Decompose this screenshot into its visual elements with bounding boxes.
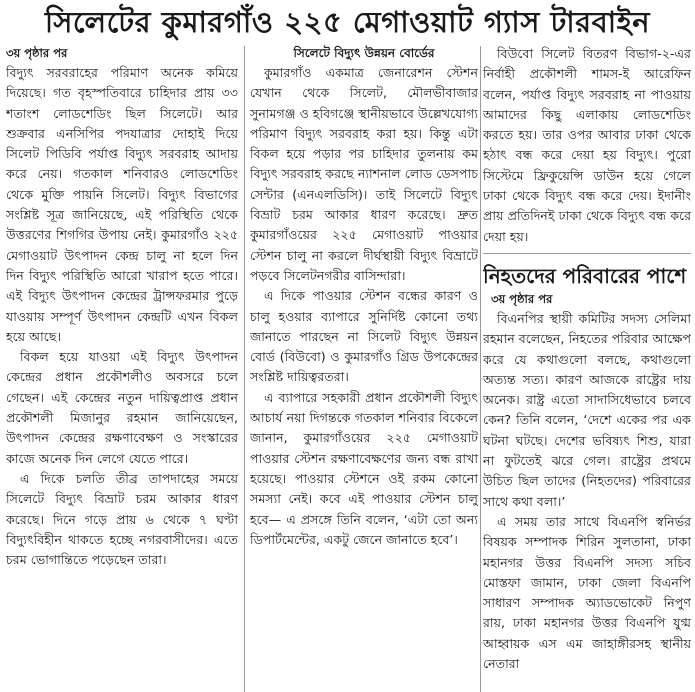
headline: সিলেটের কুমারগাঁও ২২৫ মেগাওয়াট গ্যাস টারবাইন [44,5,651,39]
continued-label: ৩য় পৃষ্ঠার পর [6,46,68,60]
paragraph: বিকল হয়ে যাওয়া এই বিদ্যুৎ উৎপাদন কেন্দ্রের প্রধান প্রকৌশলীও অবসরে চলে গেছেন। এই কেন্দ্রের নতুন দায়িত্বপ্রাপ্ত প্রধান প্রকৌশলী মিজানুর রহমান জানিয়েছেন, উৎপাদন কেন্দ্রের রক্ষণাবেক্ষণ ও সংস্কারের কাজে অনেক দিন লেগে যেতে পারে। [6,349,238,466]
article-column-3 [483,44,691,692]
paragraph: বিউবো সিলেট বিতরণ বিভাগ-২-এর নির্বাহী প্রকৌশলী শামস-ই আরেফিন বলেন, পর্যাপ্ত বিদ্যুৎ সরবরাহ না পাওয়ায় আমাদের কিছু এলাকায় লোডশেডিং করতে হয়। তার ওপর আবার ঢাকা থেকে হঠাৎ বন্ধ করে দেয়া হয় বিদ্যুৎ। পুরো সিস্টেমে ফ্রিকুয়েন্সি ডাউন হয়ে গেলে ঢাকা থেকে বিদ্যুৎ বন্ধ করে দেয়। ইদানীং প্রায় প্রতিদিনই ঢাকা থেকে বিদ্যুৎ বন্ধ করে দেয়া হয়। [483,46,691,244]
section-divider [483,253,691,254]
section-label: সিলেটে বিদ্যুৎ উন্নয়ন বোর্ডের [293,46,435,60]
column-divider [480,46,481,692]
article-column-1 [6,44,238,692]
paragraph: এ দিকে পাওয়ার স্টেশন বন্ধের কারণ ও চালু হওয়ার ব্যাপারে সুনির্দিষ্ট কোনো তথ্য জানাতে পারছেন না সিলেট বিদ্যুৎ উন্নয়ন বোর্ড (বিউবো) ও কুমারগাঁও গ্রিড উপকেন্দ্রের সংশ্লিষ্ট দায়িত্বরতরা। [250,288,478,385]
column-divider [244,46,245,692]
paragraph: এ ব্যাপারে সহকারী প্রধান প্রকৌশলী বিদ্যুৎ আচার্য নয়া দিগন্তকে গতকাল শনিবার বিকেলে জানান, কুমারগাঁওয়ের ২২৫ মেগাওয়াট পাওয়ার স্টেশন রক্ষণাবেক্ষণের জন্য বন্ধ রাখা হয়েছে। পাওয়ার স্টেশনে ওই রকম কোনো সমস্যা নেই। কবে এই পাওয়ার স্টেশন চালু হবে— এ প্রসঙ্গে তিনি বলেন, ‘এটা তো অন্য ডিপার্টমেন্টের, একটু জেনে জানাতে হবে’। [250,389,478,547]
subhead-title: নিহতদের পরিবারের পাশে [483,263,687,288]
paragraph: কুমারগাঁও একমাত্র জেনারেশন স্টেশন যেখান থেকে সিলেট, মৌলভীবাজার সুনামগঞ্জ ও হবিগঞ্জে স্থানীয়ভাবে উল্লেখযোগ্য পরিমাণ বিদ্যুৎ সরবরাহ করা হয়। কিন্তু এটা বিকল হয়ে পড়ার পর চাহিদার তুলনায় কম বিদ্যুৎ সরবরাহ করছে ন্যাশনাল লোড ডেসপাচ সেন্টার (এনএলডিসি)। তাই সিলেটে বিদ্যুৎ বিভ্রাট চরম আকার ধারণ করেছে। দ্রুত কুমারগাঁওয়ের ২২৫ মেগাওয়াট পাওয়ার স্টেশন চালু না করলে দীর্ঘস্থায়ী বিদ্যুৎ বিভ্রাটে পড়বে সিলেটনগরীর বাসিন্দারা। [250,65,478,283]
paragraph: এ দিকে চলতি তীব্র তাপদাহের সময়ে সিলেটে বিদ্যুৎ বিভ্রাট চরম আকার ধারণ করেছে। দিনে গড়ে প্রায় ৬ থেকে ৭ ঘণ্টা বিদ্যুৎবিহীন থাকতে হচ্ছে নগরবাসীদের। এতে চরম ভোগান্তিতে পড়েছেন তারা। [6,470,238,568]
continued-label: ৩য় পৃষ্ঠার পর [491,291,553,306]
paragraph: বিদ্যুৎ সরবরাহের পরিমাণ অনেক কমিয়ে দিয়েছে। গত বৃহস্পতিবারে চাহিদার প্রায় ৩৩ শতাংশ লোডশেডিং ছিল সিলেটে। আর শুক্রবার এনসিপির পদযাত্রার দোহাই দিয়ে সিলেট পিডিবি পর্যাপ্ত বিদ্যুৎ সরবরাহ আদায় করে নেয়। গতকাল শনিবারও লোডশেডিং থেকে মুক্তি পায়নি সিলেট। বিদ্যুৎ বিভাগের সংশ্লিষ্ট সূত্র জানিয়েছে, এই পরিস্থিতি থেকে উত্তরণের শিগগির উপায় নেই। কুমারগাঁও ২২৫ মেগাওয়াট উৎপাদন কেন্দ্র চালু না হলে দিন দিন বিদ্যুৎ পরিস্থিতি আরো খারাপ হতে পারে। এই বিদ্যুৎ উৎপাদন কেন্দ্রের ট্রান্সফরমার পুড়ে যাওয়ায় সম্পূর্ণ উৎপাদন কেন্দ্রটি এখন বিকল হয়ে আছে। [6,65,238,344]
article-column-2 [250,44,478,692]
paragraph: বিএনপির স্থায়ী কমিটির সদস্য সেলিমা রহমান বলেছেন, নিহতের পরিবার আক্ষেপ করে যে কথাগুলো বলছে, কথাগুলো অত্যন্ত সত্য। কারণ আজকে রাষ্ট্রের দায় অনেক। রাষ্ট্র এতো সাদাসিধেভাবে চলবে কেন? তিনি বলেন, ‘দেশে একের পর এক ঘটনা ঘটছে। দেশের ভবিষ্যৎ শিশু, যারা না ফুটতেই ঝরে গেল। রাষ্ট্রের প্রথমে উচিত ছিল তাদের (নিহতদের) পরিবারের সাথে কথা বলা।’ [483,310,691,509]
paragraph: এ সময় তার সাথে বিএনপি স্বনির্ভর বিষয়ক সম্পাদক শিরিন সুলতানা, ঢাকা মহানগর উত্তর বিএনপি সদস্য সচিব মোস্তফা জামান, ঢাকা জেলা বিএনপি সাধারণ সম্পাদক অ্যাডভোকেট নিপুণ রায়, ঢাকা মহানগর উত্তর বিএনপি যুগ্ম আহ্বায়ক এস এম জাহাঙ্গীরসহ স্থানীয় নেতারা [483,513,691,672]
